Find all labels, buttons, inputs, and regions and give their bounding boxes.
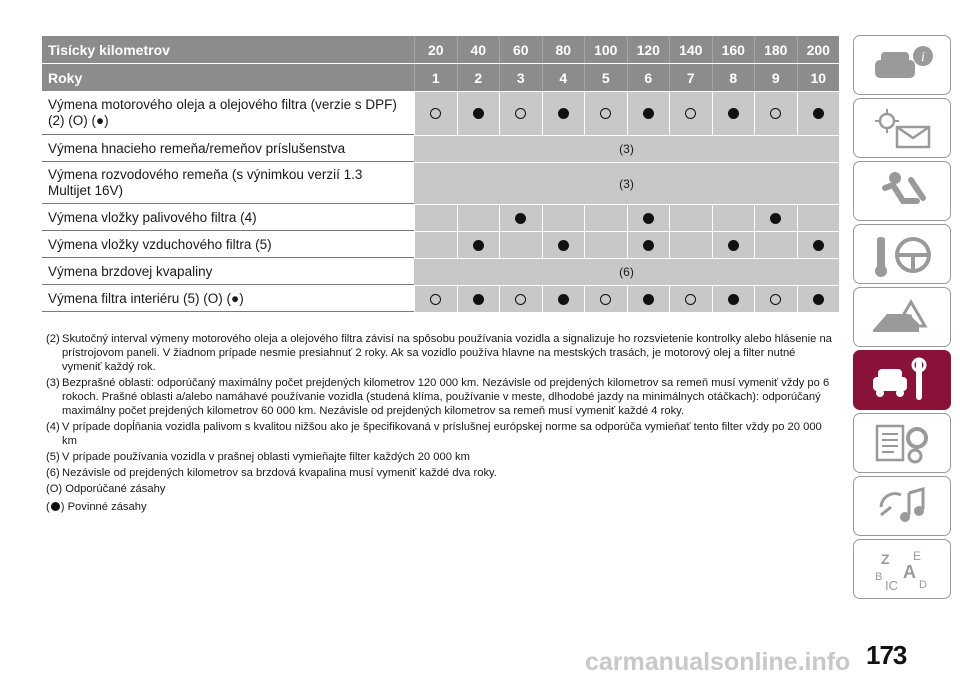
- footnote: [46, 466, 836, 480]
- header-km-cell: 180: [754, 36, 797, 63]
- schedule-row: [42, 92, 839, 136]
- schedule-cell: [797, 232, 840, 258]
- recommended-ring-icon: [770, 108, 781, 119]
- span-note-cell: (3): [414, 136, 839, 162]
- schedule-row: [42, 286, 839, 313]
- mandatory-dot-icon: [558, 108, 569, 119]
- mandatory-dot-icon: [770, 213, 781, 224]
- mandatory-dot-icon: [813, 294, 824, 305]
- recommended-ring-icon: [600, 294, 611, 305]
- schedule-cell: [584, 232, 627, 258]
- recommended-ring-icon: [430, 294, 441, 305]
- footnote: [46, 420, 836, 448]
- schedule-cell: [542, 232, 585, 258]
- tab-car-maintenance[interactable]: [853, 350, 951, 410]
- row-label-line2: (2) (O) (●): [48, 113, 109, 128]
- schedule-row-label: [42, 232, 414, 258]
- schedule-row: [42, 259, 839, 286]
- recommended-ring-icon: [685, 294, 696, 305]
- alphabetical-index-icon: [867, 546, 937, 592]
- schedule-cell: [584, 205, 627, 231]
- tab-car-info[interactable]: [853, 35, 951, 95]
- legend-suffix: ) Povinné zásahy: [60, 501, 147, 513]
- schedule-cell: [499, 205, 542, 231]
- header-km-cell: 120: [627, 36, 670, 63]
- header-year-cell: 8: [712, 64, 755, 91]
- schedule-row-label: [42, 92, 414, 135]
- row-label-line1: Výmena motorového oleja a olejového filtra (verzie s DPF): [48, 97, 397, 112]
- seat-airbag-icon: [867, 168, 937, 214]
- footnote-marker: (2): [46, 333, 60, 345]
- schedule-row-label: [42, 163, 414, 204]
- header-year-cell: 6: [627, 64, 670, 91]
- schedule-cell: [499, 286, 542, 312]
- header-row-years: [42, 64, 839, 92]
- svg-text:!: !: [909, 312, 913, 326]
- header-years-label: Roky: [48, 69, 83, 86]
- schedule-cell: [499, 232, 542, 258]
- footnote: [46, 376, 836, 418]
- schedule-cell: [457, 92, 500, 135]
- schedule-cell: [457, 232, 500, 258]
- header-km-cell: 40: [457, 36, 500, 63]
- svg-text:IC: IC: [885, 578, 898, 592]
- footnote-marker: (4): [46, 421, 60, 433]
- mandatory-dot-icon: [473, 294, 484, 305]
- header-km-cell: 200: [797, 36, 840, 63]
- row-label-line1: Výmena brzdovej kvapaliny: [48, 263, 213, 279]
- schedule-cell: [414, 205, 457, 231]
- schedule-cell: [797, 286, 840, 312]
- svg-text:A: A: [903, 562, 916, 582]
- schedule-cell: [754, 232, 797, 258]
- schedule-cell: [414, 286, 457, 312]
- row-label-line1: Výmena hnacieho remeňa/remeňov príslušenstva: [48, 140, 346, 156]
- header-km-cell: 80: [542, 36, 585, 63]
- tab-car-accident[interactable]: [853, 287, 951, 347]
- schedule-cell: [414, 92, 457, 135]
- mandatory-dot-icon: [558, 294, 569, 305]
- legend-entry: [46, 500, 836, 514]
- schedule-cell: [712, 92, 755, 135]
- header-row-km: [42, 36, 839, 64]
- header-year-cell: 1: [414, 64, 457, 91]
- tab-warning-lights[interactable]: [853, 98, 951, 158]
- schedule-cell: [457, 286, 500, 312]
- schedule-cell: [457, 205, 500, 231]
- key-steering-wheel-icon: [867, 231, 937, 277]
- row-label-line1: Výmena vložky vzduchového filtra (5): [48, 236, 272, 252]
- schedule-cell: [797, 92, 840, 135]
- schedule-cell: [627, 205, 670, 231]
- footnote-marker: (5): [46, 451, 60, 463]
- schedule-cell: [542, 92, 585, 135]
- mandatory-dot-icon: [51, 502, 60, 511]
- footnotes: [46, 332, 836, 518]
- car-info-icon: [867, 42, 937, 88]
- svg-text:i: i: [921, 50, 925, 65]
- schedule-cell: [797, 205, 840, 231]
- mandatory-dot-icon: [515, 213, 526, 224]
- schedule-row-label: [42, 205, 414, 231]
- header-year-cell: 5: [584, 64, 627, 91]
- schedule-cell: [669, 286, 712, 312]
- schedule-cell: [584, 92, 627, 135]
- mandatory-dot-icon: [813, 108, 824, 119]
- schedule-cell: [542, 205, 585, 231]
- header-km-cell: 20: [414, 36, 457, 63]
- schedule-row-label: [42, 136, 414, 162]
- mandatory-dot-icon: [473, 240, 484, 251]
- schedule-row: [42, 232, 839, 259]
- car-maintenance-icon: [867, 357, 937, 403]
- header-year-cell: 2: [457, 64, 500, 91]
- mandatory-dot-icon: [643, 108, 654, 119]
- mandatory-dot-icon: [813, 240, 824, 251]
- row-label-line1: Výmena rozvodového remeňa (s výnimkou verzií 1.3: [48, 167, 363, 182]
- watermark: carmanualsonline.info: [585, 648, 851, 676]
- recommended-ring-icon: [515, 108, 526, 119]
- recommended-ring-icon: [685, 108, 696, 119]
- legend-entry: [46, 482, 836, 496]
- header-km-cell: 100: [584, 36, 627, 63]
- tab-multimedia[interactable]: [853, 476, 951, 536]
- svg-text:E: E: [913, 549, 922, 563]
- footnote-text: Skutočný interval výmeny motorového oleja a olejového filtra závisí na spôsobu používania vozidla a signalizuje ho rozsvietenie kontrolky alebo hlásenie na prístrojovom paneli. V žiadnom prípade nesmie presiahnuť 2 roky. Ak sa vozidlo používa hlavne na mestských trasách, je motorový olej a filter nutné vymeniť každý rok.: [62, 333, 832, 373]
- recommended-ring-icon: [515, 294, 526, 305]
- schedule-cell: [542, 286, 585, 312]
- tab-key-steering-wheel[interactable]: [853, 224, 951, 284]
- footnote-text: V prípade používania vozidla v prašnej oblasti vymieňajte filter každých 20 000 km: [62, 451, 470, 463]
- mandatory-dot-icon: [728, 240, 739, 251]
- footnote-text: V prípade dopĺňania vozidla palivom s kvalitou nižšou ako je špecifikovaná v príslušnej európskej norme sa odporúča vymieňať tento filter vždy po 20 000 km: [62, 421, 822, 447]
- header-km-cell: 60: [499, 36, 542, 63]
- multimedia-icon: [867, 483, 937, 529]
- recommended-ring-icon: [600, 108, 611, 119]
- mandatory-dot-icon: [558, 240, 569, 251]
- schedule-row: [42, 136, 839, 163]
- header-km-cell: 160: [712, 36, 755, 63]
- schedule-cell: [669, 92, 712, 135]
- row-label-line1: Výmena vložky palivového filtra (4): [48, 209, 257, 225]
- schedule-row-label: [42, 259, 414, 285]
- schedule-cell: [754, 286, 797, 312]
- footnote: [46, 332, 836, 374]
- header-year-cell: 10: [797, 64, 840, 91]
- schedule-cell: [627, 286, 670, 312]
- schedule-cell: [669, 232, 712, 258]
- schedule-cell: [712, 286, 755, 312]
- schedule-cell: [414, 232, 457, 258]
- legend-prefix: (O) Odporúčané zásahy: [46, 483, 166, 495]
- header-year-cell: 3: [499, 64, 542, 91]
- mandatory-dot-icon: [728, 108, 739, 119]
- schedule-cell: [627, 92, 670, 135]
- header-km-label: Tisícky kilometrov: [48, 41, 170, 58]
- svg-text:Z: Z: [881, 551, 890, 567]
- header-km-cell: 140: [669, 36, 712, 63]
- tab-specifications-gears[interactable]: [853, 413, 951, 473]
- footnote-marker: (3): [46, 377, 60, 389]
- tab-alphabetical-index[interactable]: [853, 539, 951, 599]
- schedule-cell: [754, 92, 797, 135]
- mandatory-dot-icon: [473, 108, 484, 119]
- footnote-text: Bezprašné oblasti: odporúčaný maximálny počet prejdených kilometrov 120 000 km. Nezávisle od prejdených kilometrov sa remeň musí vymeniť vždy po 6 rokoch. Prašné oblasti a/alebo namáhavé používanie vozidla (studená klíma, používanie v meste, dlhodobé jazdy na minimálnych otáčkach): odporúčaný maximálny počet prejdených kilometrov 60 000 km. Nezávisle od prejdených kilometrov sa remeň musí vymeniť každé 4 roky.: [62, 377, 830, 417]
- row-label-line2: Multijet 16V): [48, 183, 124, 198]
- header-year-cell: 9: [754, 64, 797, 91]
- chapter-tabs: [853, 35, 951, 602]
- footnote-marker: (6): [46, 467, 60, 479]
- recommended-ring-icon: [770, 294, 781, 305]
- row-label-line1: Výmena filtra interiéru (5) (O) (●): [48, 290, 244, 306]
- mandatory-dot-icon: [643, 213, 654, 224]
- schedule-cell: [584, 286, 627, 312]
- car-accident-icon: [867, 294, 937, 340]
- footnote: [46, 450, 836, 464]
- schedule-cell: [499, 92, 542, 135]
- span-note-cell: (6): [414, 259, 839, 285]
- span-note-cell: (3): [414, 163, 839, 204]
- maintenance-schedule-table: [42, 36, 839, 313]
- schedule-cell: [754, 205, 797, 231]
- header-year-cell: 7: [669, 64, 712, 91]
- schedule-cell: [712, 205, 755, 231]
- header-year-cell: 4: [542, 64, 585, 91]
- schedule-row-label: [42, 286, 414, 312]
- legend-prefix: (: [46, 501, 50, 513]
- schedule-cell: [627, 232, 670, 258]
- schedule-cell: [712, 232, 755, 258]
- page-number: 173: [866, 640, 907, 670]
- schedule-row: [42, 163, 839, 205]
- mandatory-dot-icon: [728, 294, 739, 305]
- tab-seat-airbag[interactable]: [853, 161, 951, 221]
- schedule-cell: [669, 205, 712, 231]
- svg-text:B: B: [875, 571, 883, 583]
- schedule-row: [42, 205, 839, 232]
- recommended-ring-icon: [430, 108, 441, 119]
- specifications-gears-icon: [867, 420, 937, 466]
- svg-text:D: D: [919, 579, 927, 591]
- warning-lights-icon: [867, 105, 937, 151]
- mandatory-dot-icon: [643, 240, 654, 251]
- mandatory-dot-icon: [643, 294, 654, 305]
- footnote-text: Nezávisle od prejdených kilometrov sa brzdová kvapalina musí vymeniť každé dva roky.: [62, 467, 497, 479]
